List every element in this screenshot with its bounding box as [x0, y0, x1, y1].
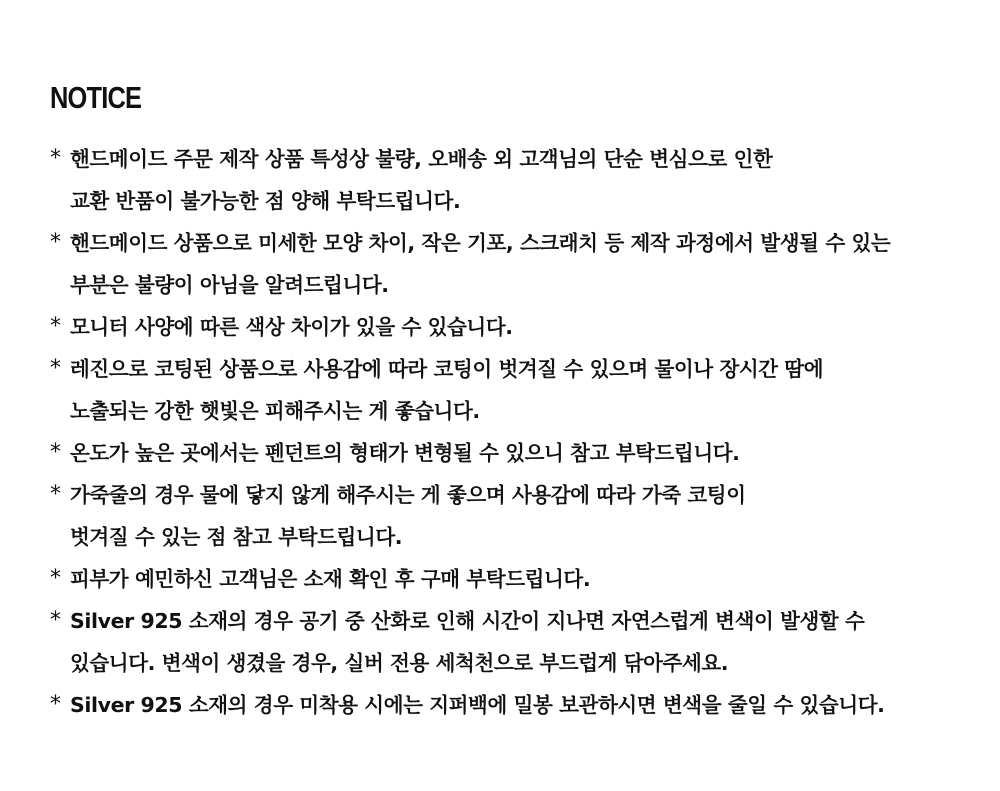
- notice-item: [50, 138, 990, 222]
- notice-list: [50, 138, 990, 726]
- notice-item: [50, 432, 990, 474]
- notice-text-line: 레진으로 코팅된 상품으로 사용감에 따라 코팅이 벗겨질 수 있으며 물이나 장시간 땀에: [70, 357, 824, 381]
- notice-text-line: 부분은 불량이 아님을 알려드립니다.: [70, 273, 389, 297]
- notice-text-line: 온도가 높은 곳에서는 펜던트의 형태가 변형될 수 있으니 참고 부탁드립니다.: [70, 441, 740, 465]
- asterisk-bullet-icon: *: [50, 356, 61, 381]
- notice-text-line: 벗겨질 수 있는 점 참고 부탁드립니다.: [70, 525, 403, 549]
- notice-text-line: 노출되는 강한 햇빛은 피해주시는 게 좋습니다.: [70, 399, 480, 423]
- notice-text-line: Silver 925 소재의 경우 공기 중 산화로 인해 시간이 지나면 자연스럽게 변색이 발생할 수: [70, 609, 865, 633]
- notice-text-line: 핸드메이드 상품으로 미세한 모양 차이, 작은 기포, 스크래치 등 제작 과정에서 발생될 수 있는: [70, 231, 891, 255]
- notice-text-line: 모니터 사양에 따른 색상 차이가 있을 수 있습니다.: [70, 315, 513, 339]
- notice-text-line: 핸드메이드 주문 제작 상품 특성상 불량, 오배송 외 고객님의 단순 변심으로 인한: [70, 147, 773, 171]
- notice-item: [50, 474, 990, 558]
- notice-text-line: 교환 반품이 불가능한 점 양해 부탁드립니다.: [70, 189, 461, 213]
- asterisk-bullet-icon: *: [50, 146, 61, 171]
- notice-text-line: 피부가 예민하신 고객님은 소재 확인 후 구매 부탁드립니다.: [70, 567, 591, 591]
- notice-item: [50, 600, 990, 684]
- notice-item: [50, 684, 990, 726]
- asterisk-bullet-icon: *: [50, 230, 61, 255]
- notice-text-line: 있습니다. 변색이 생겼을 경우, 실버 전용 세척천으로 부드럽게 닦아주세요.: [70, 651, 729, 675]
- notice-text-line: Silver 925 소재의 경우 미착용 시에는 지퍼백에 밀봉 보관하시면 변색을 줄일 수 있습니다.: [70, 693, 885, 717]
- notice-item: [50, 558, 990, 600]
- asterisk-bullet-icon: *: [50, 566, 61, 591]
- notice-item: [50, 348, 990, 432]
- asterisk-bullet-icon: *: [50, 608, 61, 633]
- asterisk-bullet-icon: *: [50, 692, 61, 717]
- asterisk-bullet-icon: *: [50, 440, 61, 465]
- asterisk-bullet-icon: *: [50, 482, 61, 507]
- asterisk-bullet-icon: *: [50, 314, 61, 339]
- notice-title: NOTICE: [50, 80, 142, 115]
- notice-item: [50, 306, 990, 348]
- notice-item: [50, 222, 990, 306]
- notice-text-line: 가죽줄의 경우 물에 닿지 않게 해주시는 게 좋으며 사용감에 따라 가죽 코팅이: [70, 483, 746, 507]
